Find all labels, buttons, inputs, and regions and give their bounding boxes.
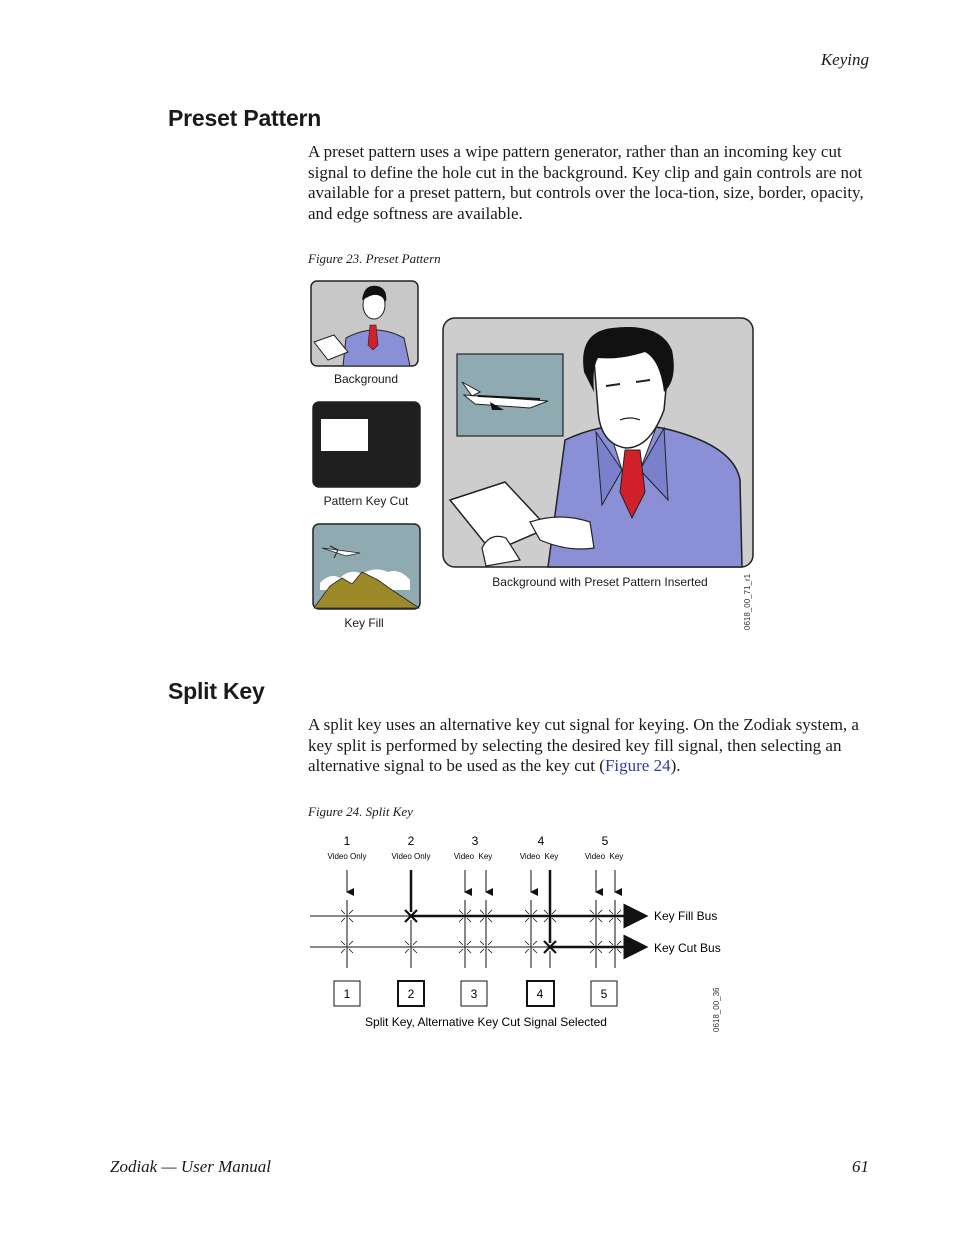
label-split-key-selected: Split Key, Alternative Key Cut Signal Selected	[365, 1015, 607, 1029]
running-header: Keying	[820, 50, 869, 69]
label-background: Background	[333, 372, 399, 386]
column-sub-3: Video Key	[453, 852, 493, 861]
button-5-label: 5	[600, 987, 608, 1001]
button-3-label: 3	[470, 987, 478, 1001]
button-2-label: 2	[407, 987, 415, 1001]
split-key-paragraph	[308, 715, 868, 777]
key-fill-thumbnail	[313, 524, 420, 609]
figure-24-id: 0618_00_36	[712, 987, 721, 1032]
result-panel	[443, 318, 753, 567]
footer-manual-title: Zodiak — User Manual	[110, 1157, 272, 1176]
preset-pattern-paragraph: A preset pattern uses a wipe pattern generator, rather than an incoming key cut signal to define the hole cut in the background. Key clip and gain controls are not available for a preset pattern, but controls over the loca-tion, size, border, opacity, and edge softness are available.	[308, 142, 864, 223]
column-sub-5: Video Key	[584, 852, 624, 861]
column-sub-2: Video Only	[391, 852, 431, 861]
column-number-2: 2	[407, 834, 415, 848]
figure-24-split-key	[300, 825, 740, 1040]
column-number-4: 4	[537, 834, 545, 848]
button-4-label: 4	[536, 987, 544, 1001]
label-key-fill-bus: Key Fill Bus	[654, 909, 718, 923]
label-pattern-key-cut: Pattern Key Cut	[323, 494, 409, 508]
figure-24-link[interactable]: Figure 24	[604, 756, 671, 775]
split-key-paragraph-end: ).	[670, 756, 681, 775]
column-number-1: 1	[343, 834, 351, 848]
label-result: Background with Preset Pattern Inserted	[492, 575, 708, 589]
pattern-key-cut-thumbnail	[313, 402, 420, 487]
button-1-label: 1	[343, 987, 351, 1001]
figure-24-caption: Figure 24. Split Key	[308, 804, 413, 819]
figure-23-preset-pattern	[300, 270, 770, 640]
column-sub-1: Video Only	[327, 852, 367, 861]
label-key-fill: Key Fill	[344, 616, 384, 630]
section-heading-split-key: Split Key	[168, 678, 265, 704]
section-heading-preset-pattern: Preset Pattern	[168, 105, 322, 131]
background-thumbnail	[311, 281, 418, 366]
figure-23-id: 0618_00_71_r1	[743, 573, 752, 630]
column-number-3: 3	[471, 834, 479, 848]
column-sub-4: Video Key	[519, 852, 559, 861]
label-key-cut-bus: Key Cut Bus	[654, 941, 721, 955]
footer-page-number: 61	[852, 1157, 869, 1176]
split-key-paragraph-text: A split key uses an alternative key cut signal for keying. On the Zodiak system, a key split is performed by selecting the desired key fill signal, then selecting an alternative signal to be used as the key cut (	[308, 715, 859, 775]
figure-23-caption: Figure 23. Preset Pattern	[308, 251, 441, 266]
column-number-5: 5	[601, 834, 609, 848]
